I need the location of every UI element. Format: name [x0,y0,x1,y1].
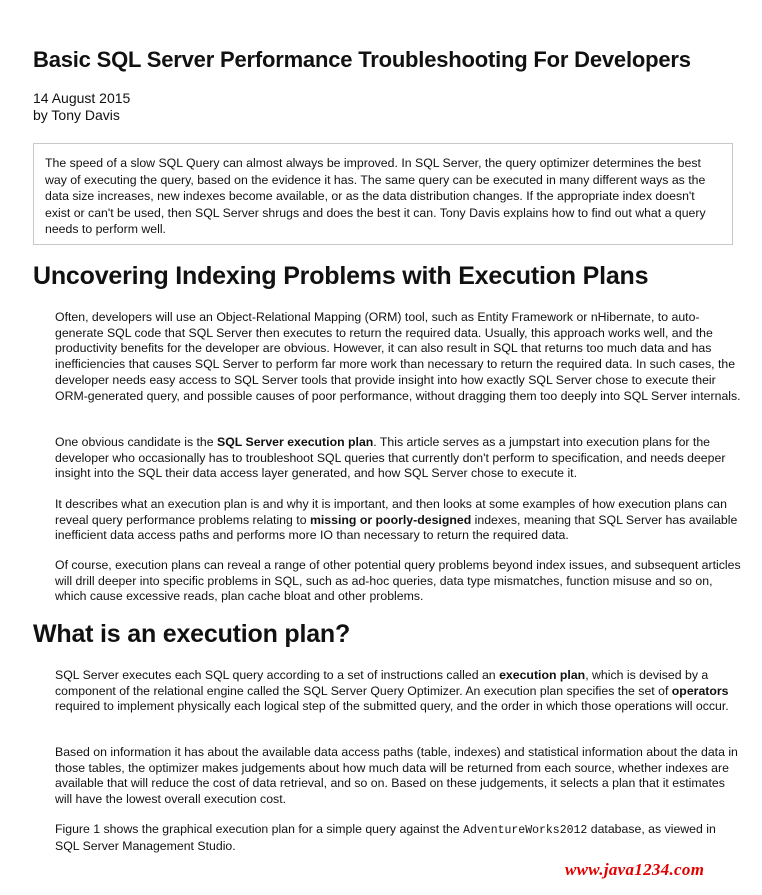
paragraph: Often, developers will use an Object-Relational Mapping (ORM) tool, such as Entity Framework or nHibernate, to auto-generate SQL code that SQL Server then executes to return the required data. Usually, this approach works well, and the productivity benefits for the developer are obvious. However, it can also result in SQL that returns too much data and has inefficiencies that causes SQL Server to perform far more work than necessary to return the required data. In such cases, the developer needs easy access to SQL Server tools that provide insight into how exactly SQL Server chose to execute their ORM-generated query, and possible causes of poor performance, without dragging them too deeply into SQL Server internals. [55,310,741,403]
paragraph: One obvious candidate is the SQL Server execution plan. This article serves as a jumpstart into execution plans for the developer who occasionally has to troubleshoot SQL queries that currently don't perform to specification, and needs deeper insight into the SQL their data access layer generated, and how SQL Server chose to execute it. [55,435,726,481]
summary-box [33,143,733,245]
bold-term: operators [671,683,729,698]
section-heading-indexing: Uncovering Indexing Problems with Execution Plans [33,262,649,290]
paragraph: SQL Server executes each SQL query according to a set of instructions called an execution plan, which is devised by a component of the relational engine called the SQL Server Query Optimizer. An execution plan specifies the set of operators required to implement physically each logical step of the submitted query, and the order in which those operations will occur. [55,668,729,714]
code-database-name: AdventureWorks2012 [463,824,588,837]
bold-term: execution plan [499,668,586,682]
article-meta [33,90,130,124]
summary-text: The speed of a slow SQL Query can almost always be improved. In SQL Server, the query optimizer determines the best way of executing the query, based on the evidence it has. The same query can be executed in many different ways as the data size increases, new indexes become available, or as the data distribution changes. If the appropriate index doesn't exist or can't be used, then SQL Server shrugs and does the best it can. Tony Davis explains how to find out what a query needs to perform well. [45,156,706,237]
publish-date: 14 August 2015 [33,90,131,106]
section-heading-execution-plan: What is an execution plan? [33,620,351,648]
paragraph: Based on information it has about the available data access paths (table, indexes) and statistical information about the data in those tables, the optimizer makes judgements about how much data will be returned from each source, whether indexes are available that will reduce the cost of data retrieval, and so on. Based on these judgements, it selects a plan that it estimates will have the lowest overall execution cost. [55,745,738,807]
article-title: Basic SQL Server Performance Troubleshooting For Developers [33,47,691,72]
paragraph: It describes what an execution plan is and why it is important, and then looks at some examples of how execution plans can reveal query performance problems relating to missing or poorly-designed indexes, meaning that SQL Server has available inefficient data access paths and performs more IO than necessary to return the required data. [55,497,738,543]
paragraph: Figure 1 shows the graphical execution plan for a simple query against the AdventureWorks2012 database, as viewed in SQL Server Management Studio. [55,822,716,853]
bold-term: SQL Server execution plan [217,435,374,449]
paragraph: Of course, execution plans can reveal a range of other potential query problems beyond index issues, and subsequent articles will drill deeper into specific problems in SQL, such as ad-hoc queries, data type mismatches, function misuse and so on, which cause excessive reads, plan cache bloat and other problems. [55,558,741,604]
bold-term: missing or poorly-designed [309,512,472,527]
author-byline: by Tony Davis [33,107,120,123]
watermark: www.java1234.com [565,860,705,879]
